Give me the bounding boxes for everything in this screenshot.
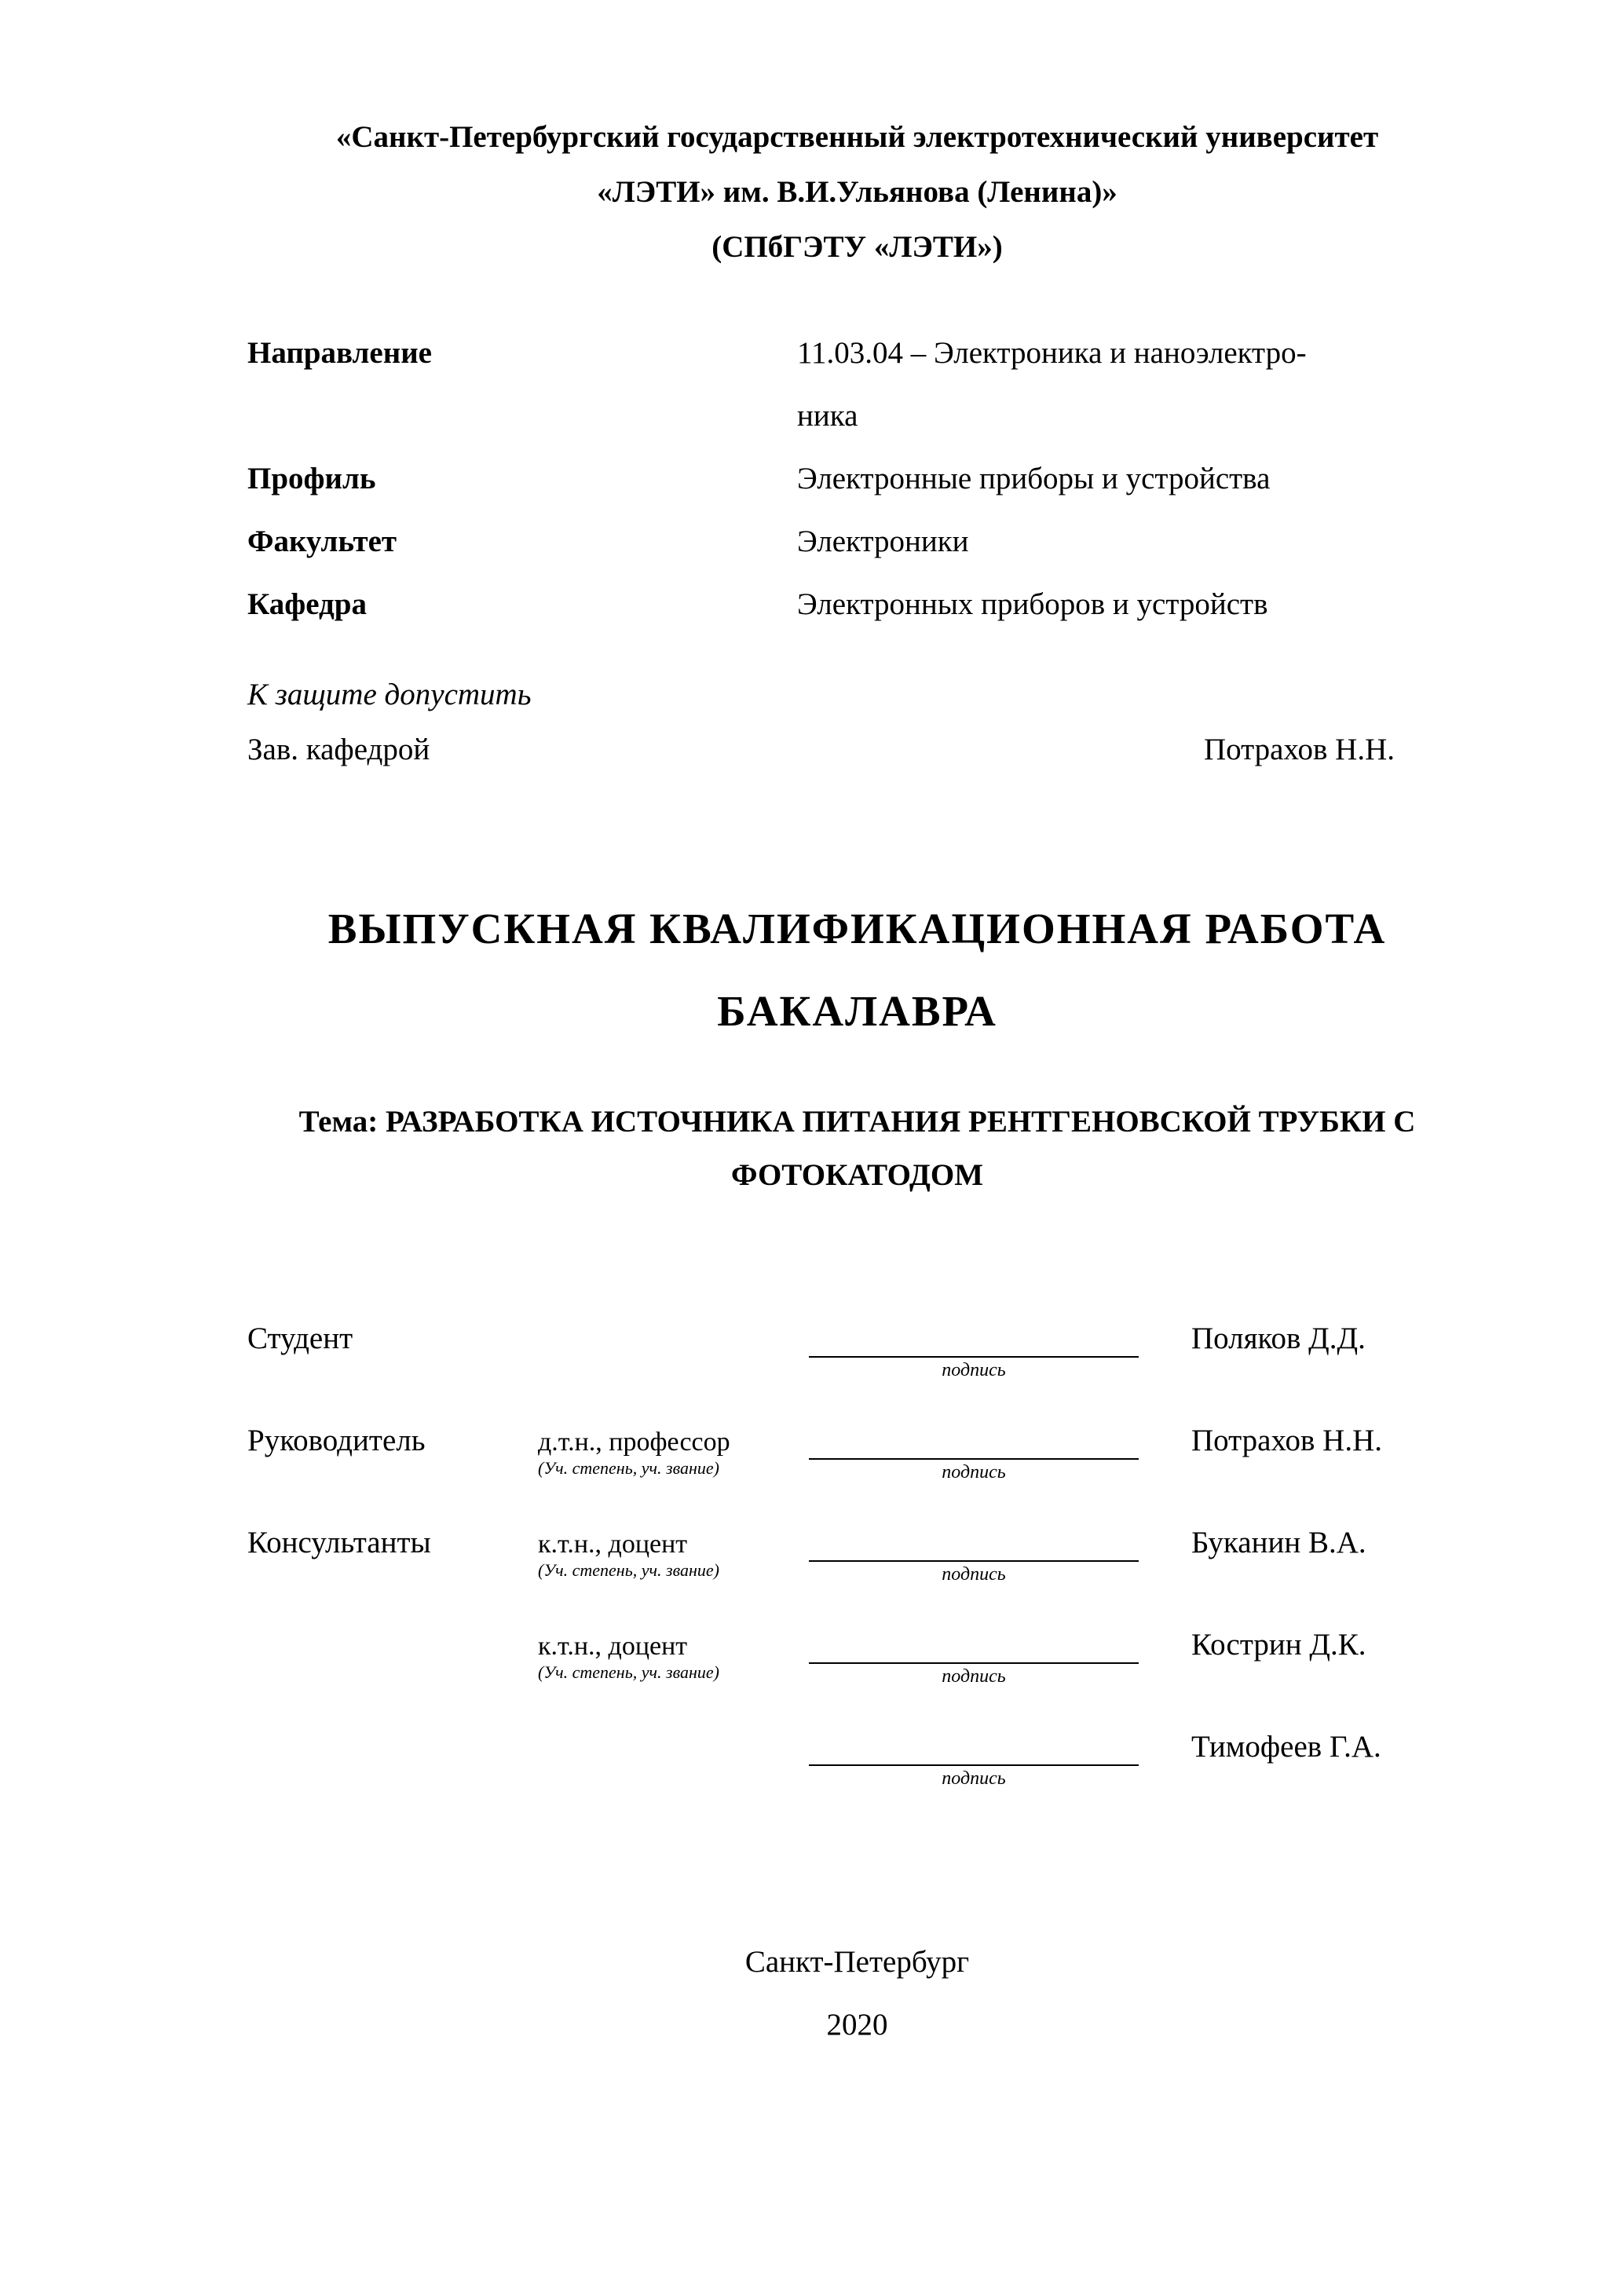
thesis-topic: Тема: РАЗРАБОТКА ИСТОЧНИКА ПИТАНИЯ РЕНТГЕНОВСКОЙ ТРУБКИ С ФОТОКАТОДОМ: [298, 1105, 1416, 1192]
signature-cell: [809, 1728, 1147, 1790]
signature-row-supervisor: [247, 1422, 1467, 1483]
degree-hint-label: (Уч. степень, уч. звание): [538, 1560, 719, 1580]
podpis-label: подпись: [942, 1768, 1006, 1789]
thesis-title-line-2: БАКАЛАВРА: [717, 987, 997, 1035]
degree-hint-label: (Уч. степень, уч. звание): [538, 1662, 719, 1682]
signatures-block: [247, 1320, 1467, 1790]
footer-city: Санкт-Петербург: [744, 1945, 970, 1979]
signature-cell: [809, 1320, 1147, 1381]
podpis-label: подпись: [942, 1462, 1006, 1483]
degree-cell: [538, 1626, 809, 1683]
person-name: Буканин В.А.: [1191, 1526, 1366, 1559]
signature-row-consultant-2: [247, 1626, 1467, 1687]
info-value: Электроники: [797, 525, 969, 558]
approval-statement: К защите допустить: [247, 678, 532, 711]
thesis-title: [247, 887, 1467, 1052]
university-header: [247, 110, 1467, 275]
signature-cell: [809, 1524, 1147, 1585]
info-label: Направление: [247, 336, 432, 370]
info-value: Электронные приборы и устройства: [797, 462, 1271, 495]
approval-head-label: Зав. кафедрой: [247, 733, 430, 766]
degree-hint-label: (Уч. степень, уч. звание): [538, 1458, 719, 1478]
university-header-line-3: (СПбГЭТУ «ЛЭТИ»): [711, 230, 1003, 264]
info-label: Факультет: [247, 525, 397, 558]
degree-cell: [538, 1422, 809, 1479]
degree-label: к.т.н., доцент: [538, 1530, 688, 1559]
program-info-block: [247, 322, 1467, 636]
degree-cell: [538, 1728, 809, 1733]
signature-row-consultant-3: [247, 1728, 1467, 1790]
info-row-direction: [247, 322, 1467, 448]
signature-line: [809, 1524, 1139, 1562]
approval-head-line: [247, 722, 1467, 777]
podpis-label: подпись: [942, 1564, 1006, 1585]
info-value: Электронных приборов и устройств: [797, 587, 1268, 621]
signature-line: [809, 1728, 1139, 1766]
info-label: Кафедра: [247, 587, 367, 621]
footer: [247, 1931, 1467, 2057]
university-header-line-1: «Санкт-Петербургский государственный электротехнический университет: [335, 120, 1379, 154]
person-name: Кострин Д.К.: [1191, 1628, 1366, 1662]
person-name: Тимофеев Г.А.: [1191, 1730, 1381, 1764]
thesis-title-line-1: ВЫПУСКНАЯ КВАЛИФИКАЦИОННАЯ РАБОТА: [327, 905, 1387, 952]
info-row-faculty: [247, 510, 1467, 573]
signature-line: [809, 1626, 1139, 1664]
person-name: Поляков Д.Д.: [1191, 1322, 1366, 1355]
footer-year: 2020: [826, 2008, 888, 2042]
signature-cell: [809, 1422, 1147, 1483]
signature-row-student: [247, 1320, 1467, 1381]
degree-label: к.т.н., доцент: [538, 1632, 688, 1661]
podpis-label: подпись: [942, 1666, 1006, 1687]
role-label: Консультанты: [247, 1526, 431, 1559]
info-row-profile: [247, 448, 1467, 510]
signature-line: [809, 1422, 1139, 1460]
signature-line: [809, 1320, 1139, 1358]
role-label: Студент: [247, 1322, 353, 1355]
info-row-department: [247, 573, 1467, 636]
degree-cell: [538, 1320, 809, 1325]
approval-block: [247, 667, 1467, 777]
approval-head-name: Потрахов Н.Н.: [1204, 733, 1395, 766]
info-label: Профиль: [247, 462, 376, 495]
signature-cell: [809, 1626, 1147, 1687]
person-name: Потрахов Н.Н.: [1191, 1424, 1382, 1457]
degree-label: д.т.н., профессор: [538, 1428, 730, 1457]
signature-row-consultant-1: [247, 1524, 1467, 1585]
university-header-line-2: «ЛЭТИ» им. В.И.Ульянова (Ленина)»: [597, 175, 1117, 209]
role-label: Руководитель: [247, 1424, 426, 1457]
degree-cell: [538, 1524, 809, 1581]
info-value: 11.03.04 – Электроника и наноэлектро-ника: [797, 336, 1307, 433]
podpis-label: подпись: [942, 1360, 1006, 1380]
